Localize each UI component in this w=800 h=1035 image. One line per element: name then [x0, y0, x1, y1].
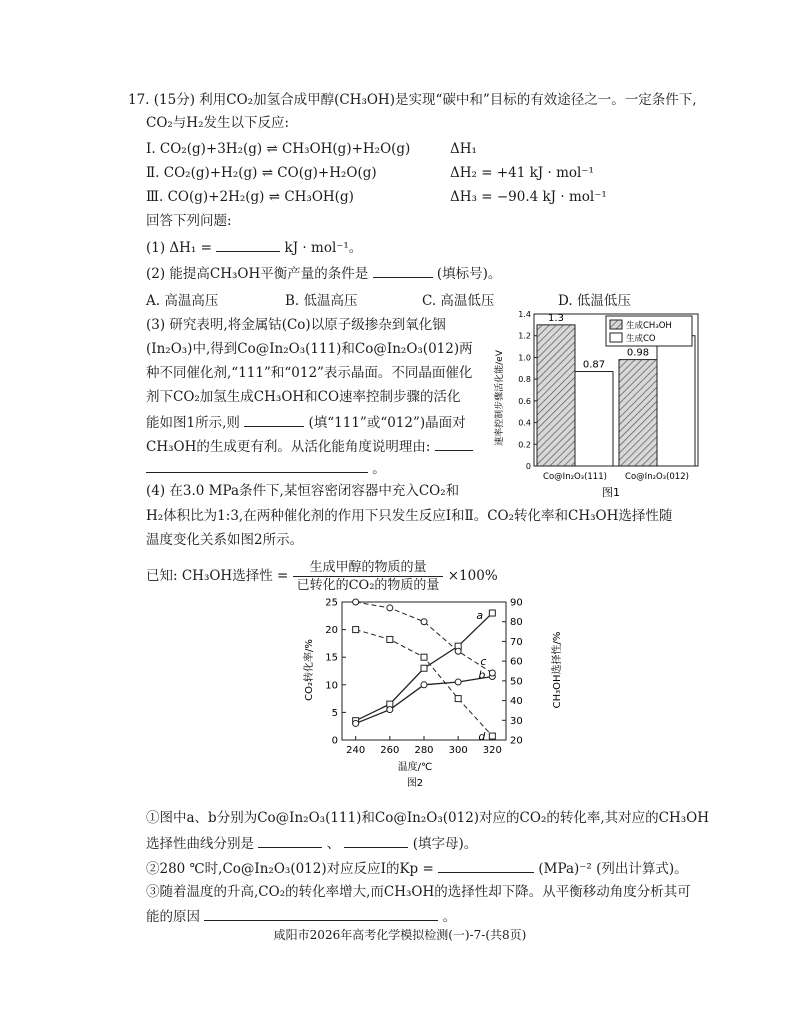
figure-2-point-c — [387, 605, 393, 611]
figure-2-x-label: 温度/℃ — [397, 762, 433, 773]
q1-unit: kJ · mol⁻¹。 — [284, 240, 363, 256]
sub-question-1-text2: 选择性曲线分别是 — [146, 836, 254, 852]
q2-label: (2) 能提高CH₃OH平衡产量的条件是 — [146, 266, 369, 282]
figure-2-x-tick-label: 300 — [448, 745, 468, 756]
figure-1-y-label: 速率控制步骤活化能/eV — [495, 350, 505, 446]
figure-1-y-tick-label: 0.8 — [518, 375, 531, 385]
figure-2-point-c — [421, 619, 427, 625]
figure-1-x-tick-label: Co@In₂O₃(111) — [543, 472, 607, 482]
figure-2-y-left-tick-label: 15 — [325, 652, 338, 664]
q3-blank-facet[interactable] — [244, 412, 304, 427]
figure-1-bar-ch3oh — [619, 360, 657, 466]
q2-blank[interactable] — [373, 263, 433, 278]
q3-blank-reason-2[interactable] — [146, 458, 368, 473]
q3-line-1: (3) 研究表明,将金属钴(Co)以原子级掺杂到氧化铟 — [146, 317, 446, 333]
q1 — [146, 237, 362, 257]
selectivity-fraction — [293, 559, 444, 594]
figure-2-point-d — [387, 636, 393, 642]
sub-question-3: ③随着温度的升高,CO₂的转化率增大,而CH₃OH的选择性却下降。从平衡移动角度分析其可 — [146, 884, 691, 900]
figure-2-point-b — [353, 720, 359, 726]
figure-2-title: 图2 — [406, 778, 424, 789]
figure-2-point-d — [353, 627, 359, 633]
figure-1-bar-value-label: 0.98 — [626, 347, 650, 359]
figure-2-point-c — [455, 648, 461, 654]
sub2-suffix: (MPa)⁻² (列出计算式)。 — [538, 861, 688, 877]
figure-1-bar-value-label: 1.3 — [548, 312, 564, 324]
q2 — [146, 263, 501, 283]
sub3-blank[interactable] — [204, 906, 438, 921]
figure-1-legend-swatch — [610, 333, 622, 342]
sub3-text2: 能的原因 — [146, 909, 200, 925]
sub1-sep: 、 — [326, 836, 341, 852]
figure-1-title: 图1 — [602, 486, 620, 499]
q3-end: 。 — [372, 461, 386, 477]
figure-1-bar-chart — [488, 308, 708, 500]
known-prefix: 已知: CH₃OH选择性 = — [146, 568, 289, 584]
q3-line-7 — [146, 458, 386, 478]
figure-2-x-tick-label: 260 — [380, 745, 400, 756]
sub3-end: 。 — [442, 909, 457, 925]
figure-1-legend-label: 生成CH₃OH — [626, 321, 672, 331]
figure-2-y-left-tick-label: 0 — [331, 735, 338, 747]
reaction-1-dh: ΔH₁ — [450, 141, 477, 157]
q3-line-2: (In₂O₃)中,得到Co@In₂O₃(111)和Co@In₂O₃(012)两 — [146, 341, 473, 357]
sub2-prefix: ②280 ℃时,Co@In₂O₃(012)对应反应Ⅰ的Kp = — [146, 861, 434, 877]
known-suffix: ×100% — [447, 568, 498, 584]
figure-1-y-tick-label: 1.0 — [518, 353, 531, 363]
figure-2-y-right-label: CH₃OH选择性/% — [552, 631, 563, 709]
question-header: 17. (15分) 利用CO₂加氢合成甲醇(CH₃OH)是实现“碳中和”目标的有效途径之一。一定条件下, — [128, 92, 697, 108]
q3-blank-reason-1[interactable] — [435, 436, 473, 451]
figure-2-series-label-b: b — [478, 668, 486, 682]
reaction-3: Ⅲ. CO(g)+2H₂(g) ⇌ CH₃OH(g) — [146, 189, 354, 205]
figure-2-x-tick-label: 280 — [414, 745, 434, 756]
figure-2-y-right-tick-label: 50 — [510, 676, 523, 688]
figure-2-y-left-tick-label: 5 — [331, 707, 338, 719]
sub2-blank[interactable] — [438, 858, 534, 873]
figure-2-point-a — [489, 610, 495, 616]
q4-line-3: 温度变化关系如图2所示。 — [146, 532, 304, 548]
figure-2-y-right-tick-label: 20 — [510, 735, 523, 747]
q2-suffix: (填标号)。 — [436, 266, 502, 282]
figure-1-bar-value-label: 0.87 — [582, 359, 606, 371]
known-formula — [146, 557, 498, 595]
figure-2-x-tick-label: 320 — [482, 745, 502, 756]
figure-2-series-label-c: c — [480, 654, 487, 668]
answer-prompt: 回答下列问题: — [146, 213, 232, 229]
q2-option-a: A. 高温高压 — [146, 293, 219, 309]
figure-2-y-left-label: CO₂转化率/% — [304, 639, 315, 701]
figure-2-point-c — [489, 670, 495, 676]
sub-question-1: ①图中a、b分别为Co@In₂O₃(111)和Co@In₂O₃(012)对应的CO₂的转化率,其对应的CH₃OH — [146, 810, 709, 826]
q2-option-d: D. 低温低压 — [558, 293, 631, 309]
sub1-suffix: (填字母)。 — [412, 836, 478, 852]
figure-2-y-right-tick-label: 40 — [510, 696, 523, 708]
figure-2-point-d — [421, 654, 427, 660]
sub-question-2 — [146, 858, 688, 878]
reaction-3-dh: ΔH₃ = −90.4 kJ · mol⁻¹ — [450, 189, 607, 205]
figure-1-bar-co — [575, 372, 613, 466]
figure-2-series-label-d: d — [478, 730, 486, 744]
figure-1-x-tick-label: Co@In₂O₃(012) — [625, 472, 689, 482]
q3-line-4: 剂下CO₂加氢生成CH₃OH和CO速率控制步骤的活化 — [146, 389, 461, 405]
reaction-1: Ⅰ. CO₂(g)+3H₂(g) ⇌ CH₃OH(g)+H₂O(g) — [146, 141, 411, 157]
q1-label: (1) ΔH₁ = — [146, 240, 212, 256]
figure-2-y-right-tick-label: 80 — [510, 617, 523, 629]
figure-2-point-d — [455, 696, 461, 702]
q3-line-5-text: 能如图1所示,则 — [146, 415, 240, 431]
figure-1-bar-co — [657, 336, 695, 466]
fraction-denominator: 已转化的CO₂的物质的量 — [296, 578, 440, 593]
q3-line-6 — [146, 436, 473, 456]
figure-2-y-right-tick-label: 70 — [510, 636, 523, 648]
figure-2-point-a — [421, 665, 427, 671]
figure-2-point-b — [455, 679, 461, 685]
figure-2-y-right-tick-label: 60 — [510, 656, 523, 668]
figure-2-y-right-tick-label: 30 — [510, 715, 523, 727]
q3-line-5-suffix: (填“111”或“012”)晶面对 — [308, 415, 466, 431]
q4-line-2: H₂体积比为1:3,在两种催化剂的作用下只发生反应Ⅰ和Ⅱ。CO₂转化率和CH₃OH选择性随 — [146, 508, 673, 524]
sub1-blank-a[interactable] — [258, 833, 322, 848]
figure-2-series-c-line — [356, 602, 493, 673]
figure-1-legend-swatch — [610, 320, 622, 329]
q3-line-5 — [146, 412, 466, 432]
reaction-2: Ⅱ. CO₂(g)+H₂(g) ⇌ CO(g)+H₂O(g) — [146, 165, 377, 181]
figure-2-y-right-tick-label: 90 — [510, 597, 523, 609]
figure-1-y-tick-label: 1.2 — [518, 331, 531, 341]
figure-1-y-tick-label: 0.4 — [518, 418, 531, 428]
sub1-blank-b[interactable] — [344, 833, 408, 848]
fraction-numerator: 生成甲醇的物质的量 — [293, 559, 444, 577]
q3-line-6-text: CH₃OH的生成更有利。从活化能角度说明理由: — [146, 439, 431, 455]
figure-1-bar-ch3oh — [537, 325, 575, 466]
figure-2-y-left-tick-label: 20 — [325, 625, 338, 637]
figure-2-line-chart — [300, 594, 570, 794]
figure-2-y-left-tick-label: 10 — [325, 680, 338, 692]
q2-option-c: C. 高温低压 — [422, 293, 495, 309]
q4-line-1: (4) 在3.0 MPa条件下,某恒容密闭容器中充入CO₂和 — [146, 483, 460, 499]
sub-question-3-line-2 — [146, 906, 456, 926]
figure-2-x-tick-label: 240 — [346, 745, 366, 756]
figure-2-point-b — [387, 707, 393, 713]
figure-2-point-c — [353, 599, 359, 605]
reaction-2-dh: ΔH₂ = +41 kJ · mol⁻¹ — [450, 165, 594, 181]
figure-1-legend-label: 生成CO — [626, 334, 656, 344]
figure-2-point-b — [421, 682, 427, 688]
figure-1-y-tick-label: 0.2 — [518, 440, 531, 450]
sub-question-1-line-2 — [146, 833, 477, 853]
q1-blank[interactable] — [216, 237, 280, 252]
figure-1-y-tick-label: 0 — [525, 462, 531, 471]
figure-2-point-d — [489, 733, 495, 739]
figure-1-y-tick-label: 0.6 — [518, 396, 531, 406]
figure-2-y-left-tick-label: 25 — [325, 597, 338, 609]
page-footer: 咸阳市2026年高考化学模拟检测(一)-7-(共8页) — [273, 928, 527, 942]
figure-2-series-label-a: a — [476, 609, 484, 623]
question-header-2: CO₂与H₂发生以下反应: — [146, 115, 290, 131]
q3-line-3: 种不同催化剂,“111”和“012”表示晶面。不同晶面催化 — [146, 365, 473, 381]
q2-option-b: B. 低温高压 — [285, 293, 358, 309]
figure-1-y-tick-label: 1.4 — [518, 310, 531, 319]
